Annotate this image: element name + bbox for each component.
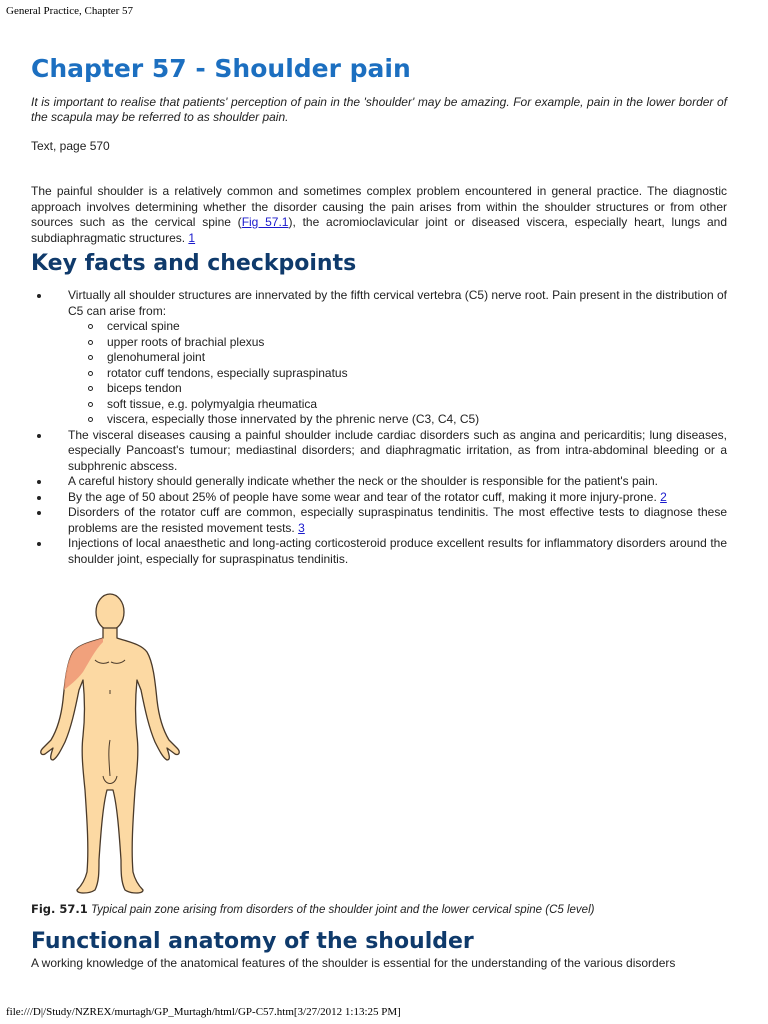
list-item: biceps tendon (107, 381, 727, 397)
reference-1-link[interactable]: 1 (188, 230, 196, 245)
torso-limbs-shape (41, 628, 179, 893)
key-facts-list (31, 288, 727, 567)
list-item: cervical spine (107, 319, 727, 335)
list-item: upper roots of brachial plexus (107, 335, 727, 351)
key-fact-visceral: The visceral diseases causing a painful shoulder include cardiac disorders such as angina and pericarditis; lung diseases, especially Pancoast's tumour; mediastinal disorders; and diaphragmatic irritation, as from intra-abdominal bleeding or a subphrenic abscess. (68, 427, 727, 473)
human-body-illustration (33, 590, 185, 900)
functional-anatomy-heading: Functional anatomy of the shoulder (31, 929, 474, 954)
list-item: soft tissue, e.g. polymyalgia rheumatica (107, 397, 727, 413)
main-content (31, 52, 727, 567)
key-facts-heading: Key facts and checkpoints (31, 251, 357, 276)
chapter-title: Chapter 57 - Shoulder pain (31, 54, 411, 83)
paragraph-text-1: The painful shoulder is a relatively common and sometimes complex problem encountered in general practice. The diagnostic approach involves determining whether the disorder causing the pain arises from within the shoulder structures or from other sources such as the cervical spine ( (31, 184, 727, 229)
list-item: glenohumeral joint (107, 350, 727, 366)
list-item: rotator cuff tendons, especially supraspinatus (107, 366, 727, 382)
fig-57-1-link[interactable]: Fig 57.1 (241, 215, 289, 229)
reference-3-link[interactable]: 3 (298, 520, 305, 535)
key-fact-injections: Injections of local anaesthetic and long-acting corticosteroid produce excellent results for inflammatory disorders around the shoulder joint, especially for supraspinatus tendinitis. (68, 536, 727, 566)
key-fact-age (68, 490, 727, 506)
intro-paragraph (31, 184, 727, 246)
list-item: viscera, especially those innervated by the phrenic nerve (C3, C4, C5) (107, 412, 727, 428)
figure-number: Fig. 57.1 (31, 902, 88, 916)
key-fact-history: A careful history should generally indicate whether the neck or the shoulder is responsible for the patient's pain. (68, 474, 727, 490)
key-fact-rotator-cuff (68, 505, 727, 536)
figure-caption (31, 902, 731, 918)
print-footer: file:///D|/Study/NZREX/murtagh/GP_Murtagh/html/GP-C57.htm[3/27/2012 1:13:25 PM] (6, 1006, 401, 1018)
key-fact-c5 (68, 288, 727, 428)
key-fact-rotator-cuff-text: Disorders of the rotator cuff are common, especially supraspinatus tendinitis. The most effective tests to diagnose these problems are the resisted movement tests. (68, 505, 727, 535)
c5-sources-list (68, 319, 727, 428)
functional-anatomy-text: A working knowledge of the anatomical features of the shoulder is essential for the understanding of the various disorders (31, 956, 676, 970)
reference-2-link[interactable]: 2 (660, 489, 667, 504)
body-pain-figure (33, 590, 185, 900)
intro-text: It is important to realise that patients' perception of pain in the 'shoulder' may be amazing. For example, pain in the lower border of the scapula may be referred to as shoulder pain. (31, 95, 727, 124)
key-fact-c5-text: Virtually all shoulder structures are innervated by the fifth cervical vertebra (C5) nerve root. Pain present in the distribution of C5 can arise from: (68, 288, 727, 318)
figure-caption-text: Typical pain zone arising from disorders of the shoulder joint and the lower cervical spine (C5 level) (87, 904, 595, 916)
text-page-reference: Text, page 570 (31, 139, 110, 153)
print-header: General Practice, Chapter 57 (6, 5, 134, 17)
key-fact-age-text: By the age of 50 about 25% of people have some wear and tear of the rotator cuff, making it more injury-prone. (68, 489, 661, 504)
paragraph-text-2: ), the acromioclavicular joint or diseased viscera, especially heart, lungs and subdiaphragmatic structures. (31, 215, 728, 245)
head-shape (96, 594, 124, 630)
functional-anatomy-section (31, 928, 731, 971)
